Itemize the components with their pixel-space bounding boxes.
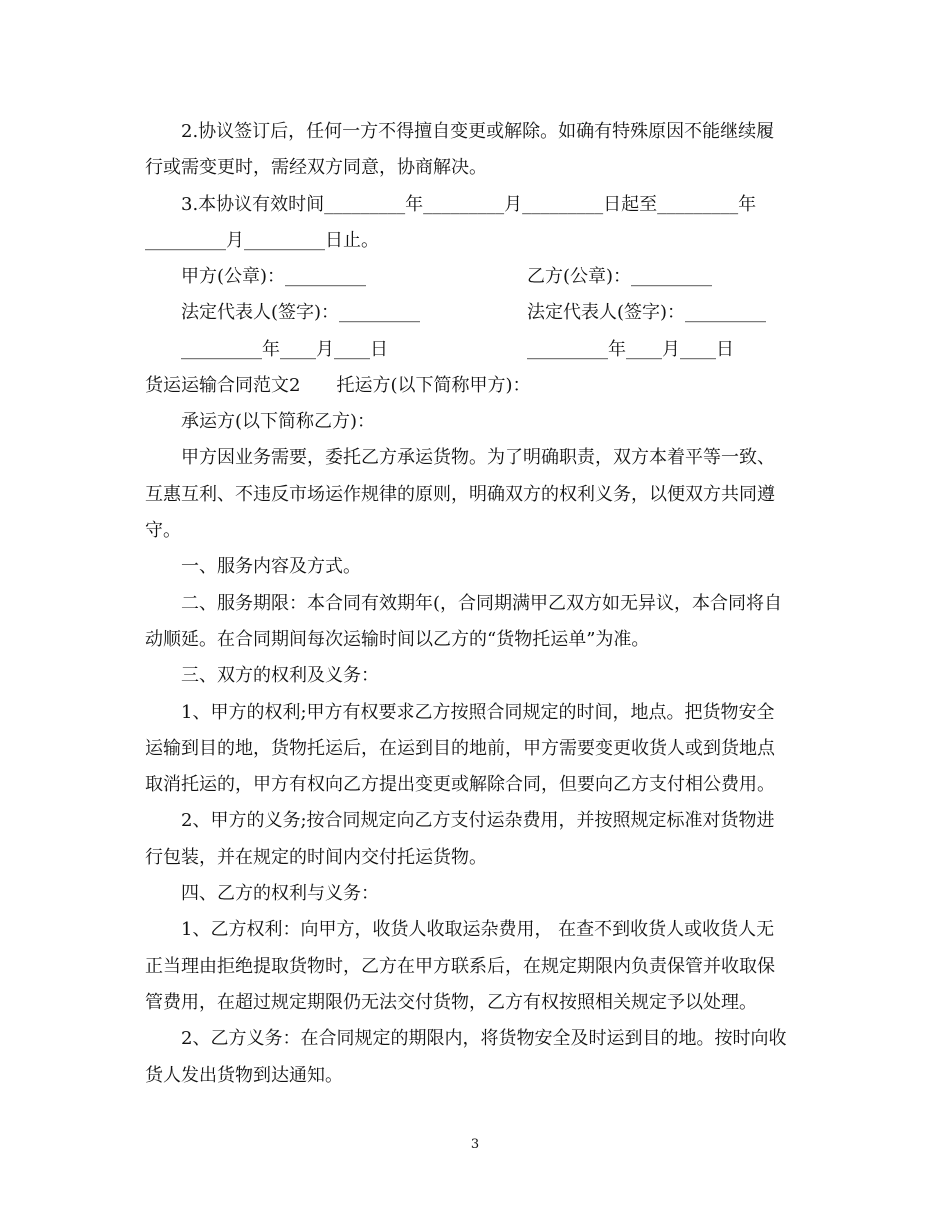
text-line: 3.本协议有效时间_________年_________月_________日起至_________年	[181, 194, 757, 215]
text-line: 甲方因业务需要，委托乙方承运货物。为了明确职责，双方本着平等一致、	[181, 447, 775, 468]
text-line: 动顺延。在合同期间每次运输时间以乙方的“货物托运单”为准。	[145, 629, 650, 650]
text-line: 守。	[145, 520, 181, 541]
party-a-representative: 法定代表人(签字)：_________	[181, 302, 421, 323]
party-a-seal: 甲方(公章)：_________	[181, 266, 367, 287]
text-line: 管费用，在超过规定期限仍无法交付货物，乙方有权按照相关规定予以处理。	[145, 992, 757, 1013]
text-line: 取消托运的，甲方有权向乙方提出变更或解除合同，但要向乙方支付相公费用。	[145, 774, 775, 795]
text-line: 互惠互利、不违反市场运作规律的原则，明确双方的权利义务，以便双方共同遵	[145, 484, 775, 505]
text-line: 货人发出货物到达通知。	[145, 1065, 343, 1086]
section-heading: 一、服务内容及方式。	[181, 556, 361, 577]
section-heading: 二、服务期限：本合同有效期年(，合同期满甲乙双方如无异议，本合同将自	[181, 593, 783, 614]
text-line: 正当理由拒绝提取货物时，乙方在甲方联系后，在规定期限内负责保管并收取保	[145, 956, 775, 977]
text-line: _________月_________日止。	[145, 230, 379, 251]
party-b-date: _________年____月____日	[527, 339, 734, 360]
text-line: 行包装，并在规定的时间内交付托运货物。	[145, 847, 487, 868]
text-line: 运输到目的地，货物托运后，在运到目的地前，甲方需要变更收货人或到货地点	[145, 738, 775, 759]
text-line: 承运方(以下简称乙方)：	[181, 411, 376, 432]
section-heading: 三、双方的权利及义务：	[181, 665, 379, 686]
page-number: 3	[470, 1137, 480, 1152]
text-line: 货运运输合同范文2 托运方(以下简称甲方)：	[145, 375, 531, 396]
section-heading: 四、乙方的权利与义务：	[181, 883, 379, 904]
text-line: 1、甲方的权利;甲方有权要求乙方按照合同规定的时间，地点。把货物安全	[181, 702, 775, 723]
text-line: 1、乙方权利：向甲方，收货人收取运杂费用， 在查不到收货人或收货人无	[181, 919, 775, 940]
text-line: 2、乙方义务：在合同规定的期限内，将货物安全及时运到目的地。按时向收	[181, 1028, 787, 1049]
party-a-date: _________年____月____日	[181, 339, 388, 360]
text-line: 行或需变更时，需经双方同意，协商解决。	[145, 157, 487, 178]
text-line: 2、甲方的义务;按合同规定向乙方支付运杂费用，并按照规定标准对货物进	[181, 810, 775, 831]
party-b-seal: 乙方(公章)：_________	[527, 266, 713, 287]
text-line: 2.协议签订后，任何一方不得擅自变更或解除。如确有特殊原因不能继续履	[181, 121, 775, 142]
party-b-representative: 法定代表人(签字)：_________	[527, 302, 767, 323]
